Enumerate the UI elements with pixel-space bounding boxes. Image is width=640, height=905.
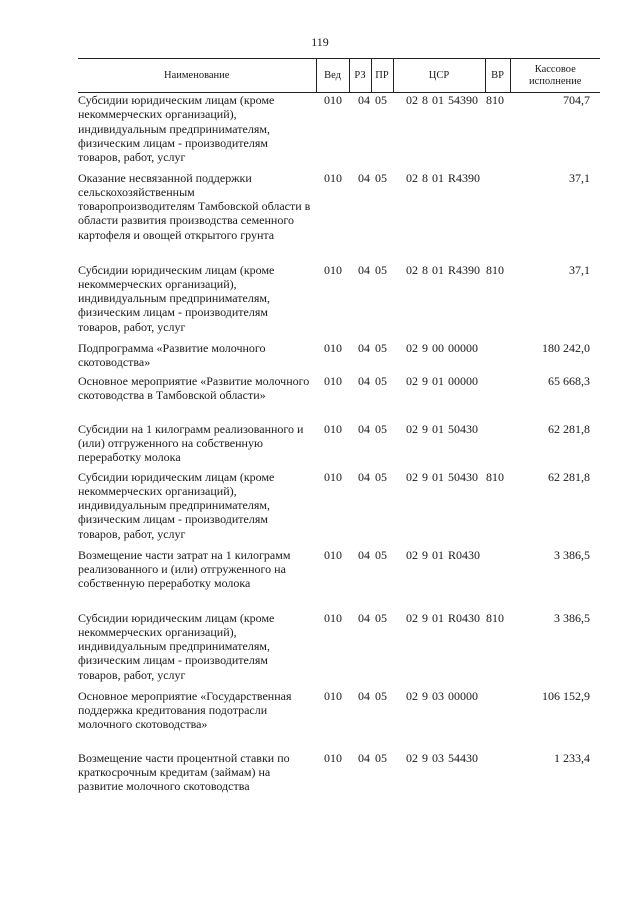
row-vr: 810 bbox=[486, 262, 504, 277]
row-name: Основное мероприятие «Государственная поддержка кредитования подотрасли молочного скотоводства» bbox=[78, 688, 292, 732]
row-ved: 010 bbox=[324, 340, 342, 355]
row-csr: 02 9 01 50430 bbox=[406, 421, 478, 436]
row-ved: 010 bbox=[324, 421, 342, 436]
row-sum: 37,1 bbox=[569, 262, 590, 277]
row-name: Основное мероприятие «Развитие молочного скотоводства в Тамбовской области» bbox=[78, 373, 310, 402]
row-rz: 04 bbox=[358, 547, 370, 562]
row-ved: 010 bbox=[324, 610, 342, 625]
row-sum: 62 281,8 bbox=[548, 469, 590, 484]
row-sum: 3 386,5 bbox=[554, 610, 590, 625]
row-name: Оказание несвязанной поддержки сельскохозяйственным товаропроизводителям Тамбовской области в области развития производства семенного картофеля и овощей открытого грунта bbox=[78, 170, 311, 242]
header-sum: Кассовое исполнение bbox=[510, 59, 600, 93]
row-vr bbox=[485, 171, 510, 263]
row-ved: 010 bbox=[324, 93, 342, 107]
row-pr: 05 bbox=[375, 610, 387, 625]
table-row bbox=[78, 611, 600, 689]
row-pr: 05 bbox=[375, 688, 387, 703]
row-ved: 010 bbox=[324, 469, 342, 484]
row-sum: 1 233,4 bbox=[554, 750, 590, 765]
page-number: 119 bbox=[311, 35, 329, 49]
row-sum: 37,1 bbox=[569, 170, 590, 185]
row-pr: 05 bbox=[375, 469, 387, 484]
budget-table bbox=[78, 58, 600, 799]
row-vr bbox=[485, 341, 510, 374]
row-pr: 05 bbox=[375, 262, 387, 277]
table-row bbox=[78, 341, 600, 374]
row-pr: 05 bbox=[375, 340, 387, 355]
table-row bbox=[78, 93, 600, 171]
row-rz: 04 bbox=[358, 93, 370, 107]
row-vr bbox=[485, 422, 510, 470]
table-body bbox=[78, 93, 600, 799]
row-pr: 05 bbox=[375, 93, 387, 107]
row-ved: 010 bbox=[324, 373, 342, 388]
row-csr: 02 9 01 R0430 bbox=[406, 547, 481, 562]
row-rz: 04 bbox=[358, 170, 370, 185]
row-vr bbox=[485, 548, 510, 611]
table-header bbox=[78, 59, 600, 93]
table-row bbox=[78, 263, 600, 341]
row-csr: 02 9 03 00000 bbox=[406, 688, 478, 703]
row-vr: 810 bbox=[486, 469, 504, 484]
row-rz: 04 bbox=[358, 373, 370, 388]
row-pr: 05 bbox=[375, 547, 387, 562]
row-sum: 106 152,9 bbox=[542, 688, 590, 703]
row-csr: 02 9 03 54430 bbox=[406, 750, 478, 765]
header-rz: РЗ bbox=[349, 59, 371, 93]
row-rz: 04 bbox=[358, 262, 370, 277]
row-vr: 810 bbox=[486, 93, 504, 107]
table-row bbox=[78, 548, 600, 611]
row-sum: 62 281,8 bbox=[548, 421, 590, 436]
table-row bbox=[78, 171, 600, 263]
row-ved: 010 bbox=[324, 170, 342, 185]
row-pr: 05 bbox=[375, 373, 387, 388]
row-sum: 65 668,3 bbox=[548, 373, 590, 388]
row-pr: 05 bbox=[375, 750, 387, 765]
row-pr: 05 bbox=[375, 421, 387, 436]
row-csr: 02 9 01 R0430 bbox=[406, 610, 481, 625]
row-csr: 02 8 01 54390 bbox=[406, 93, 478, 107]
row-ved: 010 bbox=[324, 750, 342, 765]
table-row bbox=[78, 689, 600, 751]
row-name: Возмещение части затрат на 1 килограмм реализованного и (или) отгруженного на собственную переработку молока bbox=[78, 547, 291, 591]
row-sum: 180 242,0 bbox=[542, 340, 590, 355]
row-name: Субсидии юридическим лицам (кроме некоммерческих организаций), индивидуальным предпринимателям, физическим лицам - производителям товаров, работ, услуг bbox=[78, 469, 275, 541]
table-row bbox=[78, 422, 600, 470]
row-name: Возмещение части процентной ставки по краткосрочным кредитам (займам) на развитие молочного скотоводства bbox=[78, 750, 290, 794]
row-rz: 04 bbox=[358, 750, 370, 765]
row-csr: 02 8 01 R4390 bbox=[406, 170, 481, 185]
row-name: Подпрограмма «Развитие молочного скотоводства» bbox=[78, 340, 266, 369]
row-csr: 02 9 00 00000 bbox=[406, 340, 478, 355]
row-rz: 04 bbox=[358, 421, 370, 436]
row-ved: 010 bbox=[324, 547, 342, 562]
row-vr bbox=[485, 751, 510, 799]
row-csr: 02 9 01 00000 bbox=[406, 373, 478, 388]
row-sum: 704,7 bbox=[563, 93, 590, 107]
row-name: Субсидии на 1 килограмм реализованного и (или) отгруженного на собственную переработку молока bbox=[78, 421, 304, 465]
row-name: Субсидии юридическим лицам (кроме некоммерческих организаций), индивидуальным предпринимателям, физическим лицам - производителям товаров, работ, услуг bbox=[78, 262, 275, 334]
row-rz: 04 bbox=[358, 469, 370, 484]
row-vr bbox=[485, 374, 510, 422]
row-vr bbox=[485, 689, 510, 751]
header-name: Наименование bbox=[78, 59, 316, 93]
table-row bbox=[78, 470, 600, 548]
row-csr: 02 9 01 50430 bbox=[406, 469, 478, 484]
table-row bbox=[78, 374, 600, 422]
row-rz: 04 bbox=[358, 340, 370, 355]
row-sum: 3 386,5 bbox=[554, 547, 590, 562]
row-vr: 810 bbox=[486, 610, 504, 625]
row-name: Субсидии юридическим лицам (кроме некоммерческих организаций), индивидуальным предпринимателям, физическим лицам - производителям товаров, работ, услуг bbox=[78, 93, 275, 165]
header-vr: ВР bbox=[485, 59, 510, 93]
row-name: Субсидии юридическим лицам (кроме некоммерческих организаций), индивидуальным предпринимателям, физическим лицам - производителям товаров, работ, услуг bbox=[78, 610, 275, 682]
row-rz: 04 bbox=[358, 688, 370, 703]
row-pr: 05 bbox=[375, 170, 387, 185]
row-rz: 04 bbox=[358, 610, 370, 625]
header-pr: ПР bbox=[371, 59, 393, 93]
row-csr: 02 8 01 R4390 bbox=[406, 262, 481, 277]
header-ved: Вед bbox=[316, 59, 349, 93]
row-ved: 010 bbox=[324, 688, 342, 703]
row-ved: 010 bbox=[324, 262, 342, 277]
table-row bbox=[78, 751, 600, 799]
header-csr: ЦСР bbox=[393, 59, 485, 93]
